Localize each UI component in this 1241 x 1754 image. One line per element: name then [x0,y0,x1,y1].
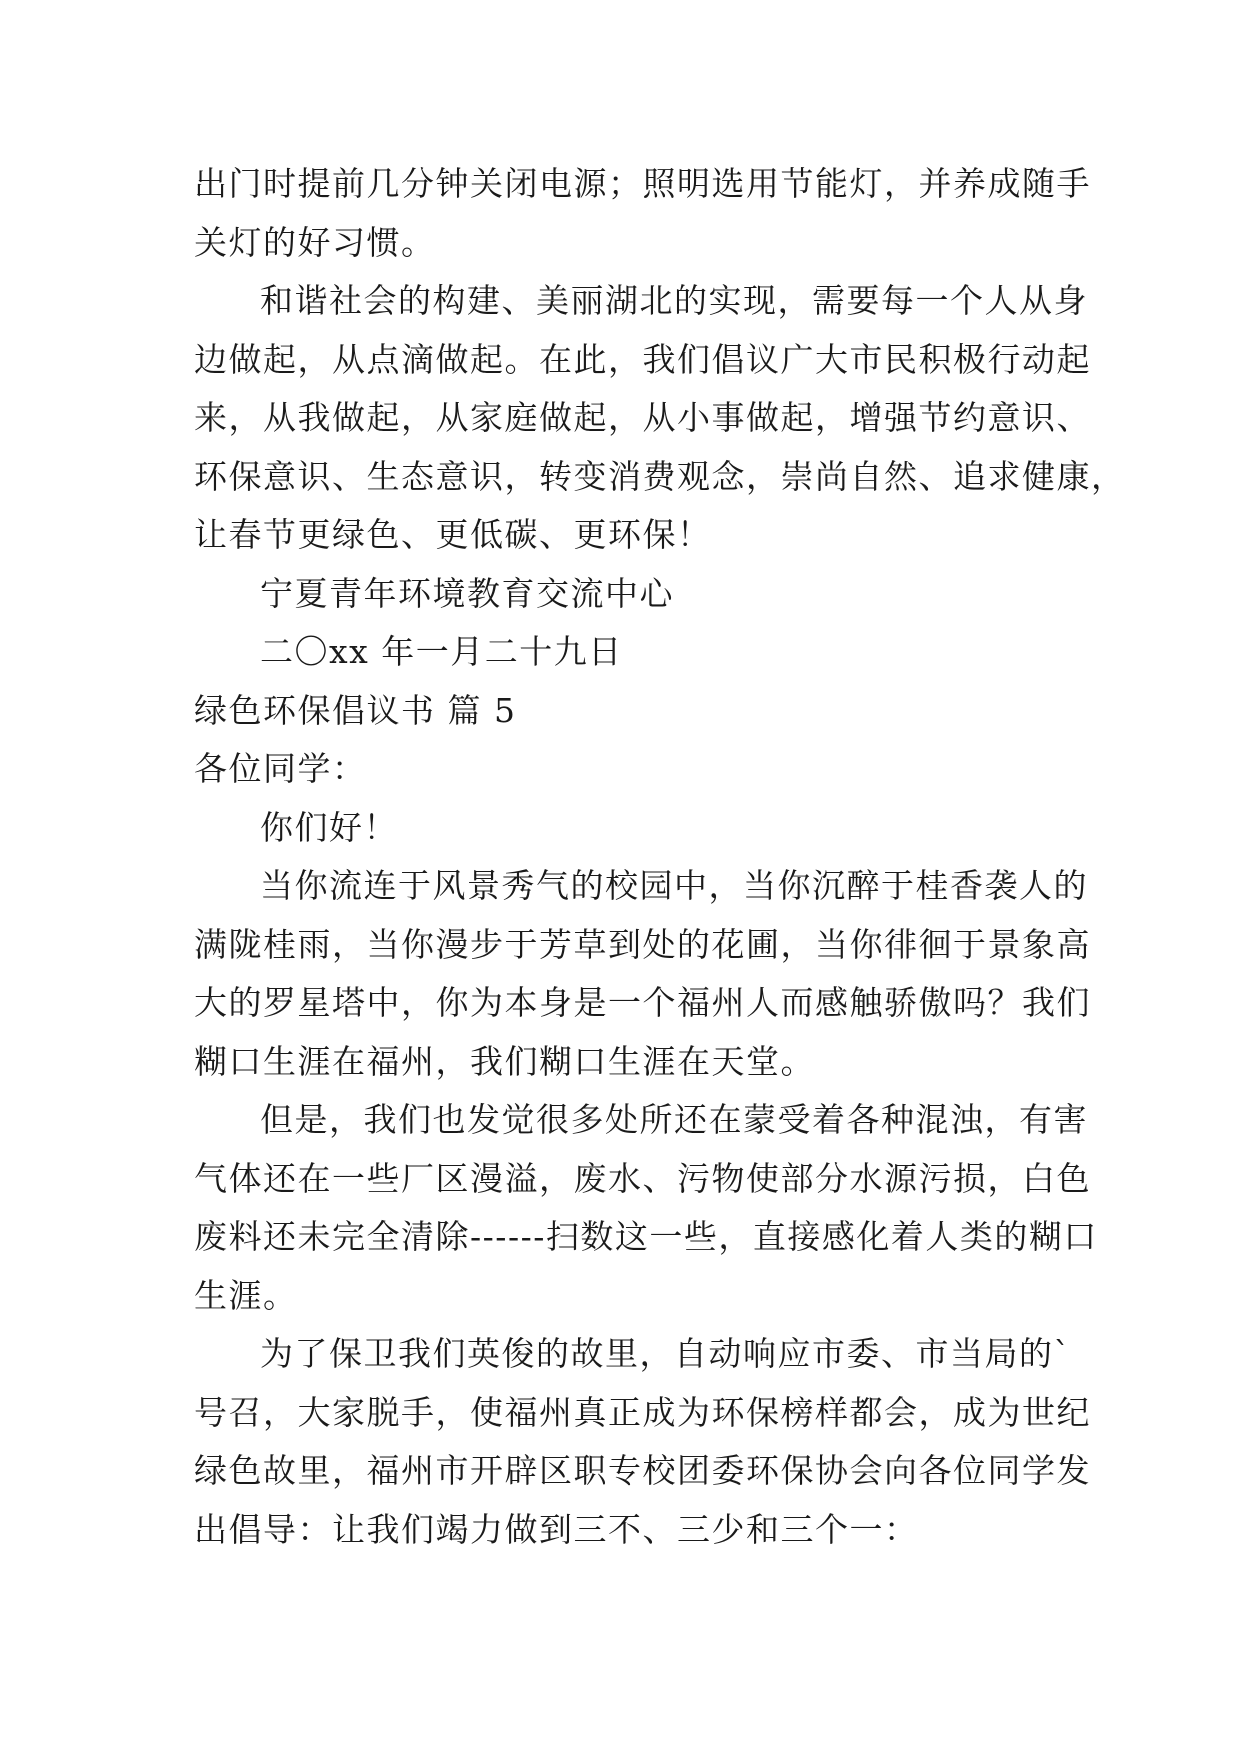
document-body [194,155,1126,1559]
text-line: 废料还未完全清除------扫数这一些，直接感化着人类的糊口 [194,1217,1098,1256]
text-line: 生涯。 [194,1275,298,1315]
greeting: 你们好！ [260,807,398,847]
text-line: 来，从我做起，从家庭做起，从小事做起，增强节约意识、 [194,398,1091,437]
salutation: 各位同学： [194,749,367,788]
text-line: 关灯的好习惯。 [194,222,436,262]
text-line: 出倡导：让我们竭力做到三不、三少和三个一： [194,1509,919,1549]
text-line: 让春节更绿色、更低碳、更环保！ [194,515,712,554]
text-line: 气体还在一些厂区漫溢，废水、污物使部分水源污损，白色 [194,1158,1091,1198]
text-line: 大的罗星塔中，你为本身是一个福州人而感触骄傲吗？我们 [194,983,1091,1022]
text-line: 当你流连于风景秀气的校园中，当你沉醉于桂香袭人的 [260,866,1088,905]
text-line: 糊口生涯在福州，我们糊口生涯在天堂。 [194,1041,815,1081]
text-line: 边做起，从点滴做起。在此，我们倡议广大市民积极行动起 [194,339,1091,379]
section-heading: 绿色环保倡议书 篇 5 [194,690,517,730]
text-line: 为了保卫我们英俊的故里，自动响应市委、市当局的` [260,1334,1072,1373]
signature-date: 二〇xx 年一月二十九日 [260,632,623,671]
text-line: 绿色故里，福州市开辟区职专校团委环保协会向各位同学发 [194,1451,1091,1490]
signature-organization: 宁夏青年环境教育交流中心 [260,573,674,613]
text-line: 环保意识、生态意识，转变消费观念，崇尚自然、追求健康， [194,456,1126,496]
text-line: 但是，我们也发觉很多处所还在蒙受着各种混浊，有害 [260,1100,1088,1139]
text-line: 满陇桂雨，当你漫步于芳草到处的花圃，当你徘徊于景象高 [194,924,1091,964]
text-line: 号召，大家脱手，使福州真正成为环保榜样都会，成为世纪 [194,1392,1091,1432]
text-line: 和谐社会的构建、美丽湖北的实现，需要每一个人从身 [260,281,1088,320]
text-line: 出门时提前几分钟关闭电源；照明选用节能灯，并养成随手 [194,164,1091,203]
